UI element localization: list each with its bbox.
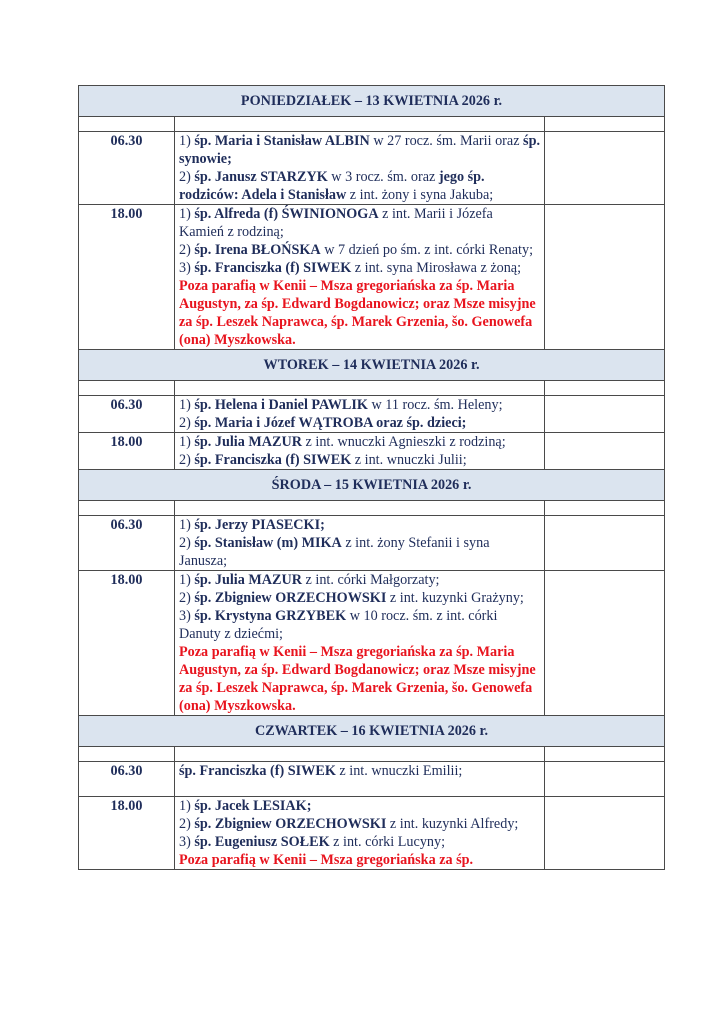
deceased-name: śp. Janusz STARZYK — [194, 169, 328, 185]
mass-intentions — [175, 396, 545, 433]
empty-cell — [545, 571, 665, 716]
intention-line — [179, 643, 540, 715]
intention-text: 1) — [179, 397, 195, 413]
spacer-cell — [545, 381, 665, 396]
mass-intentions — [175, 132, 545, 205]
intention-line — [179, 762, 540, 780]
deceased-name: śp. Jerzy PIASECKI; — [194, 517, 325, 533]
mass-row — [79, 762, 665, 797]
day-header: WTOREK – 14 KWIETNIA 2026 r. — [79, 350, 665, 381]
intention-line — [179, 259, 540, 277]
mass-row — [79, 516, 665, 571]
intention-line — [179, 607, 540, 643]
mass-row — [79, 571, 665, 716]
deceased-name: śp. Irena BŁOŃSKA — [194, 242, 321, 258]
intention-text: 3) — [179, 608, 195, 624]
mass-row — [79, 797, 665, 870]
mass-intentions — [175, 571, 545, 716]
schedule-body — [79, 86, 665, 870]
mission-note: Poza parafią w Kenii – Msza gregoriańska za śp. Maria Augustyn, za śp. Edward Bogdanowicz; oraz Msze misyjne za śp. Leszek Naprawca, śp. Marek Grzenia, šo. Genowefa (ona) Myszkowska. — [179, 644, 536, 714]
intention-text: 2) — [179, 242, 195, 258]
spacer-cell — [175, 747, 545, 762]
day-header-row — [79, 86, 665, 117]
deceased-name: śp. Maria i Stanisław ALBIN — [194, 133, 370, 149]
deceased-name: śp. Julia MAZUR — [194, 434, 302, 450]
mass-time: 06.30 — [79, 132, 175, 205]
intention-text: 3) — [179, 260, 195, 276]
intention-text: 2) — [179, 590, 195, 606]
intention-text: 1) — [179, 517, 195, 533]
intention-line — [179, 396, 540, 414]
deceased-name: śp. Franciszka (f) SIWEK — [179, 763, 336, 779]
intention-text: z int. wnuczki Agnieszki z rodziną; — [301, 434, 506, 450]
mission-note: Poza parafią w Kenii – Msza gregoriańska za śp. — [179, 852, 474, 868]
mass-time: 18.00 — [79, 433, 175, 470]
deceased-name: śp. Franciszka (f) SIWEK — [194, 452, 352, 468]
deceased-name: śp. Zbigniew ORZECHOWSKI — [194, 816, 387, 832]
deceased-name: śp. synowie; — [179, 133, 541, 167]
mission-note: Poza parafią w Kenii – Msza gregoriańska za śp. Maria Augustyn, za śp. Edward Bogdanowicz; oraz Msze misyjne za śp. Leszek Naprawca, śp. Marek Grzenia, šo. Genowefa (ona) Myszkowska. — [179, 278, 536, 348]
intention-text: 3) — [179, 834, 195, 850]
day-header-row — [79, 716, 665, 747]
intention-text: 1) — [179, 572, 195, 588]
empty-cell — [545, 433, 665, 470]
spacer-cell — [175, 501, 545, 516]
intention-text: w 10 rocz. śm. z int. córki Danuty z dziećmi; — [179, 608, 498, 642]
intention-text: z int. córki Małgorzaty; — [301, 572, 440, 588]
intention-text: 1) — [179, 434, 195, 450]
empty-cell — [545, 205, 665, 350]
deceased-name: śp. Franciszka (f) SIWEK — [194, 260, 352, 276]
day-header-row — [79, 470, 665, 501]
deceased-name: śp. Krystyna GRZYBEK — [194, 608, 347, 624]
deceased-name: śp. Stanisław (m) MIKA — [194, 535, 342, 551]
empty-cell — [545, 132, 665, 205]
intention-text: w 27 rocz. śm. Marii oraz — [369, 133, 524, 149]
spacer-row — [79, 117, 665, 132]
deceased-name: śp. Jacek LESIAK; — [194, 798, 312, 814]
intention-line — [179, 451, 540, 469]
intention-text: 2) — [179, 816, 195, 832]
mass-row — [79, 396, 665, 433]
mass-intentions — [175, 433, 545, 470]
intention-text: z int. żony Stefanii i syna Janusza; — [179, 535, 490, 569]
spacer-row — [79, 747, 665, 762]
empty-cell — [545, 396, 665, 433]
intention-line — [179, 516, 540, 534]
intention-text: z int. wnuczki Emilii; — [335, 763, 463, 779]
deceased-name: śp. Helena i Daniel PAWLIK — [194, 397, 368, 413]
deceased-name: śp. Eugeniusz SOŁEK — [194, 834, 330, 850]
mass-intentions — [175, 797, 545, 870]
spacer-row — [79, 501, 665, 516]
spacer-cell — [79, 747, 175, 762]
intention-text: w 7 dzień po śm. z int. córki Renaty; — [320, 242, 534, 258]
mass-time: 18.00 — [79, 571, 175, 716]
spacer-cell — [79, 117, 175, 132]
spacer-cell — [545, 117, 665, 132]
mass-row — [79, 205, 665, 350]
deceased-name: śp. Alfreda (f) ŚWINIONOGA — [194, 206, 379, 222]
deceased-name: śp. Julia MAZUR — [194, 572, 302, 588]
intention-text: 1) — [179, 798, 195, 814]
intention-text: z int. wnuczki Julii; — [351, 452, 467, 468]
mass-intentions — [175, 516, 545, 571]
spacer-cell — [175, 117, 545, 132]
intention-line — [179, 241, 540, 259]
intention-text: 2) — [179, 415, 195, 431]
mass-time: 06.30 — [79, 396, 175, 433]
mass-time: 06.30 — [79, 516, 175, 571]
day-header: PONIEDZIAŁEK – 13 KWIETNIA 2026 r. — [79, 86, 665, 117]
intention-text: z int. Marii i Józefa Kamień z rodziną; — [179, 206, 493, 240]
empty-cell — [545, 516, 665, 571]
deceased-name: śp. Zbigniew ORZECHOWSKI — [194, 590, 387, 606]
spacer-row — [79, 381, 665, 396]
spacer-cell — [79, 381, 175, 396]
mass-row — [79, 433, 665, 470]
intention-line — [179, 168, 540, 204]
intention-line — [179, 132, 540, 168]
empty-cell — [545, 797, 665, 870]
mass-time: 18.00 — [79, 797, 175, 870]
intention-text: 2) — [179, 535, 195, 551]
intention-line — [179, 797, 540, 815]
mass-schedule-table — [78, 85, 665, 870]
intention-text: z int. córki Lucyny; — [329, 834, 446, 850]
intention-text: w 11 rocz. śm. Heleny; — [367, 397, 503, 413]
day-header-row — [79, 350, 665, 381]
intention-text: w 3 rocz. śm. oraz — [327, 169, 439, 185]
intention-line — [179, 851, 540, 869]
intention-text: 2) — [179, 452, 195, 468]
intention-line — [179, 589, 540, 607]
mass-intentions — [175, 762, 545, 797]
intention-line — [179, 414, 540, 432]
intention-line — [179, 277, 540, 349]
spacer-cell — [545, 501, 665, 516]
intention-text: z int. żony i syna Jakuba; — [346, 187, 494, 203]
intention-text: z int. kuzynki Alfredy; — [386, 816, 519, 832]
intention-line — [179, 833, 540, 851]
empty-cell — [545, 762, 665, 797]
mass-intentions — [175, 205, 545, 350]
intention-line — [179, 815, 540, 833]
intention-line — [179, 205, 540, 241]
mass-time: 06.30 — [79, 762, 175, 797]
mass-row — [79, 132, 665, 205]
spacer-cell — [175, 381, 545, 396]
intention-text: 1) — [179, 206, 195, 222]
day-header: ŚRODA – 15 KWIETNIA 2026 r. — [79, 470, 665, 501]
intention-text: z int. kuzynki Grażyny; — [386, 590, 524, 606]
intention-text: z int. syna Mirosława z żoną; — [351, 260, 522, 276]
intention-line — [179, 571, 540, 589]
deceased-name: jego śp. rodziców: Adela i Stanisław — [179, 169, 485, 203]
intention-text: 2) — [179, 169, 195, 185]
spacer-cell — [545, 747, 665, 762]
mass-time: 18.00 — [79, 205, 175, 350]
intention-line — [179, 433, 540, 451]
intention-text: 1) — [179, 133, 195, 149]
deceased-name: śp. Maria i Józef WĄTROBA oraz śp. dzieci; — [194, 415, 467, 431]
spacer-cell — [79, 501, 175, 516]
day-header: CZWARTEK – 16 KWIETNIA 2026 r. — [79, 716, 665, 747]
intention-line — [179, 534, 540, 570]
